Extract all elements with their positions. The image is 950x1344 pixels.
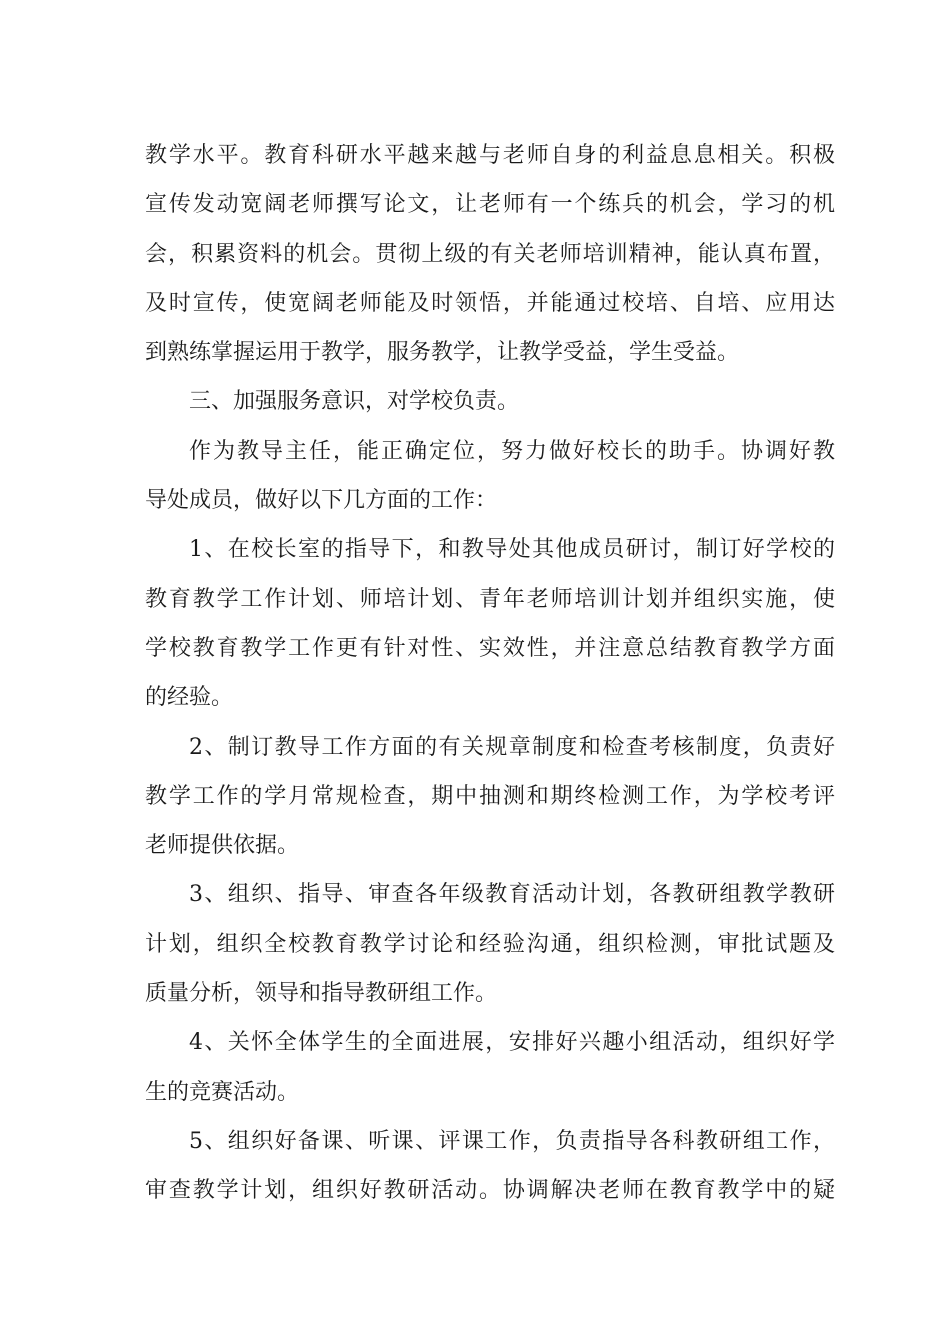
text-line: 生的竞赛活动。 bbox=[145, 1079, 300, 1105]
text-line: 5、组织好备课、听课、评课工作，负责指导各科教研组工作， bbox=[189, 1128, 835, 1154]
text-line: 审查教学计划，组织好教研活动。协调解决老师在教育教学中的疑 bbox=[145, 1178, 835, 1204]
text-line: 作为教导主任，能正确定位，努力做好校长的助手。协调好教 bbox=[189, 438, 835, 464]
document-body bbox=[145, 131, 835, 1216]
text-line: 导处成员，做好以下几方面的工作： bbox=[145, 488, 498, 514]
text-line: 到熟练掌握运用于教学，服务教学，让教学受益，学生受益。 bbox=[145, 340, 740, 366]
text-line: 质量分析，领导和指导教研组工作。 bbox=[145, 981, 498, 1007]
text-line: 的经验。 bbox=[145, 685, 234, 711]
text-line: 1、在校长室的指导下，和教导处其他成员研讨，制订好学校的 bbox=[189, 537, 835, 563]
text-line: 教学工作的学月常规检查，期中抽测和期终检测工作，为学校考评 bbox=[145, 783, 835, 809]
text-line: 三、加强服务意识，对学校负责。 bbox=[189, 389, 520, 415]
text-line: 教学水平。教育科研水平越来越与老师自身的利益息息相关。积极 bbox=[145, 143, 835, 168]
text-line: 老师提供依据。 bbox=[145, 833, 300, 859]
text-line: 学校教育教学工作更有针对性、实效性，并注意总结教育教学方面 bbox=[145, 635, 835, 661]
text-line: 3、组织、指导、审查各年级教育活动计划，各教研组教学教研 bbox=[189, 882, 835, 908]
text-line: 2、制订教导工作方面的有关规章制度和检查考核制度，负责好 bbox=[189, 734, 835, 760]
text-line: 计划，组织全校教育教学讨论和经验沟通，组织检测，审批试题及 bbox=[145, 931, 835, 957]
text-line: 宣传发动宽阔老师撰写论文，让老师有一个练兵的机会，学习的机 bbox=[145, 192, 835, 218]
text-line: 会，积累资料的机会。贯彻上级的有关老师培训精神，能认真布置， bbox=[145, 241, 835, 267]
text-line: 教育教学工作计划、师培计划、青年老师培训计划并组织实施，使 bbox=[145, 586, 835, 612]
text-line: 4、关怀全体学生的全面进展，安排好兴趣小组活动，组织好学 bbox=[189, 1030, 835, 1056]
text-line: 及时宣传，使宽阔老师能及时领悟，并能通过校培、自培、应用达 bbox=[145, 290, 835, 316]
